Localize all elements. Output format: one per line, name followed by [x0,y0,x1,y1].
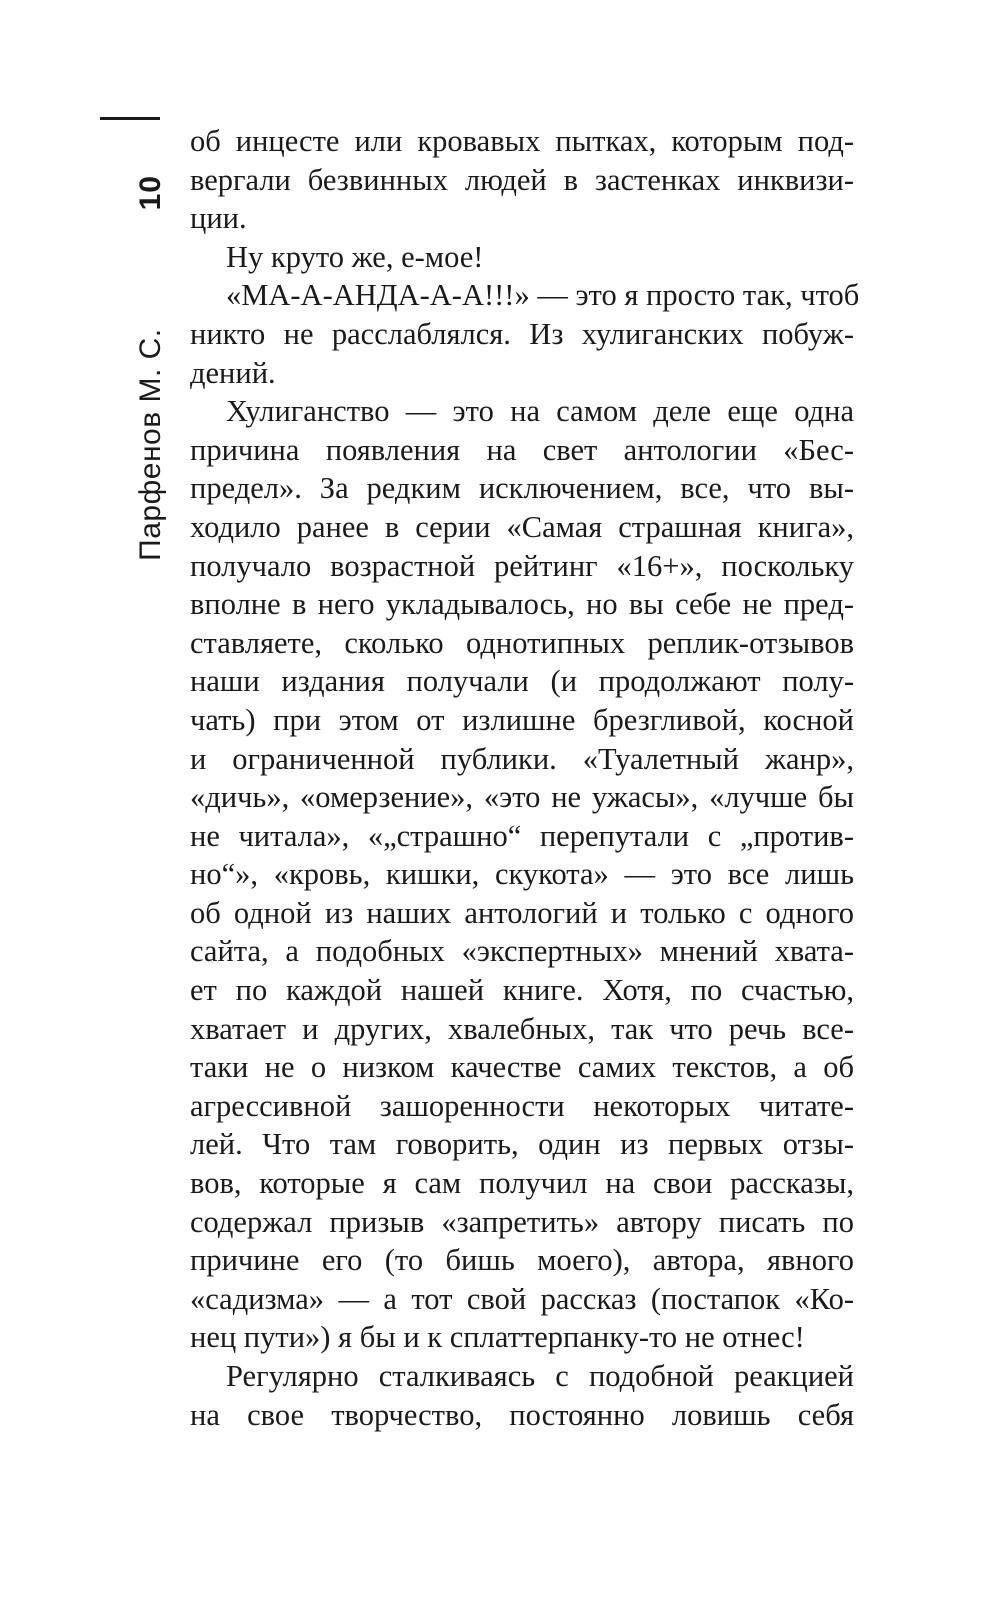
text-line: причине его (то бишь моего), автора, явного [190,1243,854,1278]
text-line: Регулярно сталкиваясь с подобной реакцией [226,1359,854,1393]
text-line: Хулиганство — это на самом деле еще одна [226,394,854,429]
text-line: ходило ранее в серии «Самая страшная книга», [190,509,854,544]
text-line: об инцесте или кровавых пытках, которым под- [190,124,854,158]
text-line: сайта, а подобных «экспертных» мнений хвата- [190,934,854,969]
text-line: Ну круто же, е-мое! [226,239,484,274]
text-line: предел». За редким исключением, все, что вы- [190,471,854,506]
text-line: получало возрастной рейтинг «16+», поскольку [190,548,854,583]
text-line: ет по каждой нашей книге. Хотя, по счастью, [190,973,854,1008]
text-line: вергали безвинных людей в застенках инквизи- [190,162,854,197]
text-line: лей. Что там говорить, один из первых отзы- [190,1127,854,1162]
body-text [190,122,860,1434]
text-line: «дичь», «омерзение», «это не ужасы», «лучше бы [190,780,854,815]
text-line: ставляете, сколько однотипных реплик-отзывов [190,625,854,660]
text-line: хватает и других, хвалебных, так что речь все- [190,1011,854,1046]
text-line: ции. [190,201,247,236]
text-line: содержал призыв «запретить» автору писать по [190,1204,854,1239]
text-line: «МА-А-АНДА-А-А!!!» — это я просто так, чтоб [226,278,860,313]
header-rule [100,117,160,120]
text-line: чать) при этом от излишне брезгливой, косной [190,702,854,737]
text-line: причина появления на свет антологии «Бес- [190,432,854,467]
text-line: и ограниченной публики. «Туалетный жанр», [190,741,854,776]
text-line: таки не о низком качестве самих текстов, а об [190,1050,854,1085]
text-line: вов, которые я сам получил на свои рассказы, [190,1166,854,1201]
text-line: никто не расслаблялся. Из хулиганских побуж- [190,316,854,351]
running-head [134,175,170,561]
text-line: нец пути») я бы и к сплаттерпанку-то не отнес! [190,1320,805,1355]
text-line: но“», «кровь, кишки, скукота» — это все лишь [190,857,854,892]
running-head-author: Парфенов М. С. [134,328,167,561]
text-line: дений. [190,355,276,390]
text-line: «садизма» — а тот свой рассказ (постапок «Ко- [190,1281,854,1316]
text-line: наши издания получали (и продолжают полу- [190,664,854,699]
text-line: не читала», «„страшно“ перепутали с „против- [190,818,854,853]
text-line: на свое творчество, постоянно ловишь себя [190,1397,854,1432]
text-line: вполне в него укладывалось, но вы себе не пред- [190,587,854,622]
text-line: агрессивной зашоренности некоторых читате- [190,1088,854,1123]
text-line: об одной из наших антологий и только с одного [190,895,854,930]
page-number: 10 [134,175,167,211]
